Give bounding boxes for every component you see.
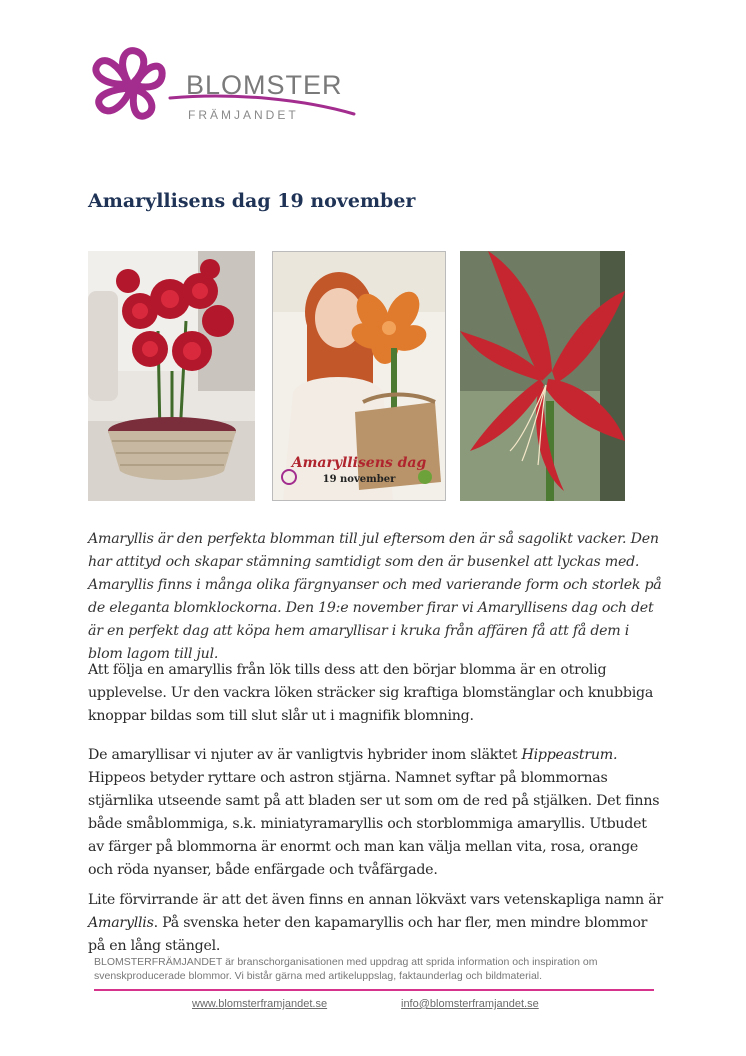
poster-date: 19 november <box>322 474 396 485</box>
bulb-paragraph: Att följa en amaryllis från lök tills dess att den börjar blomma är en otrolig upplevelse. Ur den vackra löken sträcker sig kraftiga blomstänglar och knubbiga knoppar bildas som till slut slår ut i magnifik blomning. <box>88 662 654 724</box>
red-amaryllis-closeup-photo <box>460 251 625 501</box>
kap-genus: Amaryllis <box>88 915 154 931</box>
girl-with-orange-amaryllis-poster <box>272 251 446 501</box>
email-link[interactable]: info@blomsterframjandet.se <box>401 998 539 1010</box>
intro-emphasis-text: perfekt dag att köpa hem amaryllisar i kruka från affären få att få dem i blom lagom till jul. <box>88 623 630 662</box>
kapamaryllis-paragraph <box>88 889 663 958</box>
brand-subtitle: FRÄMJANDET <box>188 108 299 122</box>
poster-title: Amaryllisens dag <box>291 455 427 471</box>
brand-name: BLOMSTER <box>186 70 343 100</box>
hybrid-text-after: Hippeos betyder ryttare och astron stjärna. Namnet syftar på blommornas stjärnlika utseende samt på att bladen ser ut som om de red på stjälken. Det finns både småblommiga, s.k. miniatyramaryllis och storblommiga amaryllis. Utbudet av färger på blommorna är enormt och man kan välja mellan vita, rosa, orange och röda nyanser, både enfärgade och tvåfärgade. <box>88 770 660 878</box>
kap-text-after: . På svenska heter den kapamaryllis och har fler, men mindre blommor på en lång stängel. <box>88 915 648 954</box>
intro-paragraph <box>88 528 663 666</box>
website-link[interactable]: www.blomsterframjandet.se <box>192 998 328 1010</box>
kap-text-before: Lite förvirrande är att det även finns en annan lökväxt vars vetenskapliga namn är <box>88 892 663 908</box>
hybrid-paragraph <box>88 744 663 882</box>
red-amaryllis-basket-photo <box>88 251 255 501</box>
intro-italic-text: Amaryllis är den perfekta blomman till jul eftersom den är så sagolikt vacker. Den har attityd och skapar stämning samtidigt som den är busenkel att lyckas med. Amaryllis finns i många olika färgnyanser och med varierande form och storlek på de eleganta blomklockorna. Den 19:e november firar vi Amaryllisens dag och det är en <box>88 531 662 639</box>
hybrid-genus: Hippeastrum. <box>521 747 618 763</box>
footer-divider <box>94 989 654 991</box>
footer-description: BLOMSTERFRÄMJANDET är branschorganisationen med uppdrag att sprida information och inspiration om svenskproducerade blommor. Vi bistår gärna med artikeluppslag, faktaunderlag och bildmaterial. <box>94 956 598 982</box>
page-title: Amaryllisens dag 19 november <box>88 190 416 212</box>
hybrid-text-before: De amaryllisar vi njuter av är vanligtvis hybrider inom släktet <box>88 747 522 763</box>
brand-logo <box>86 42 366 134</box>
